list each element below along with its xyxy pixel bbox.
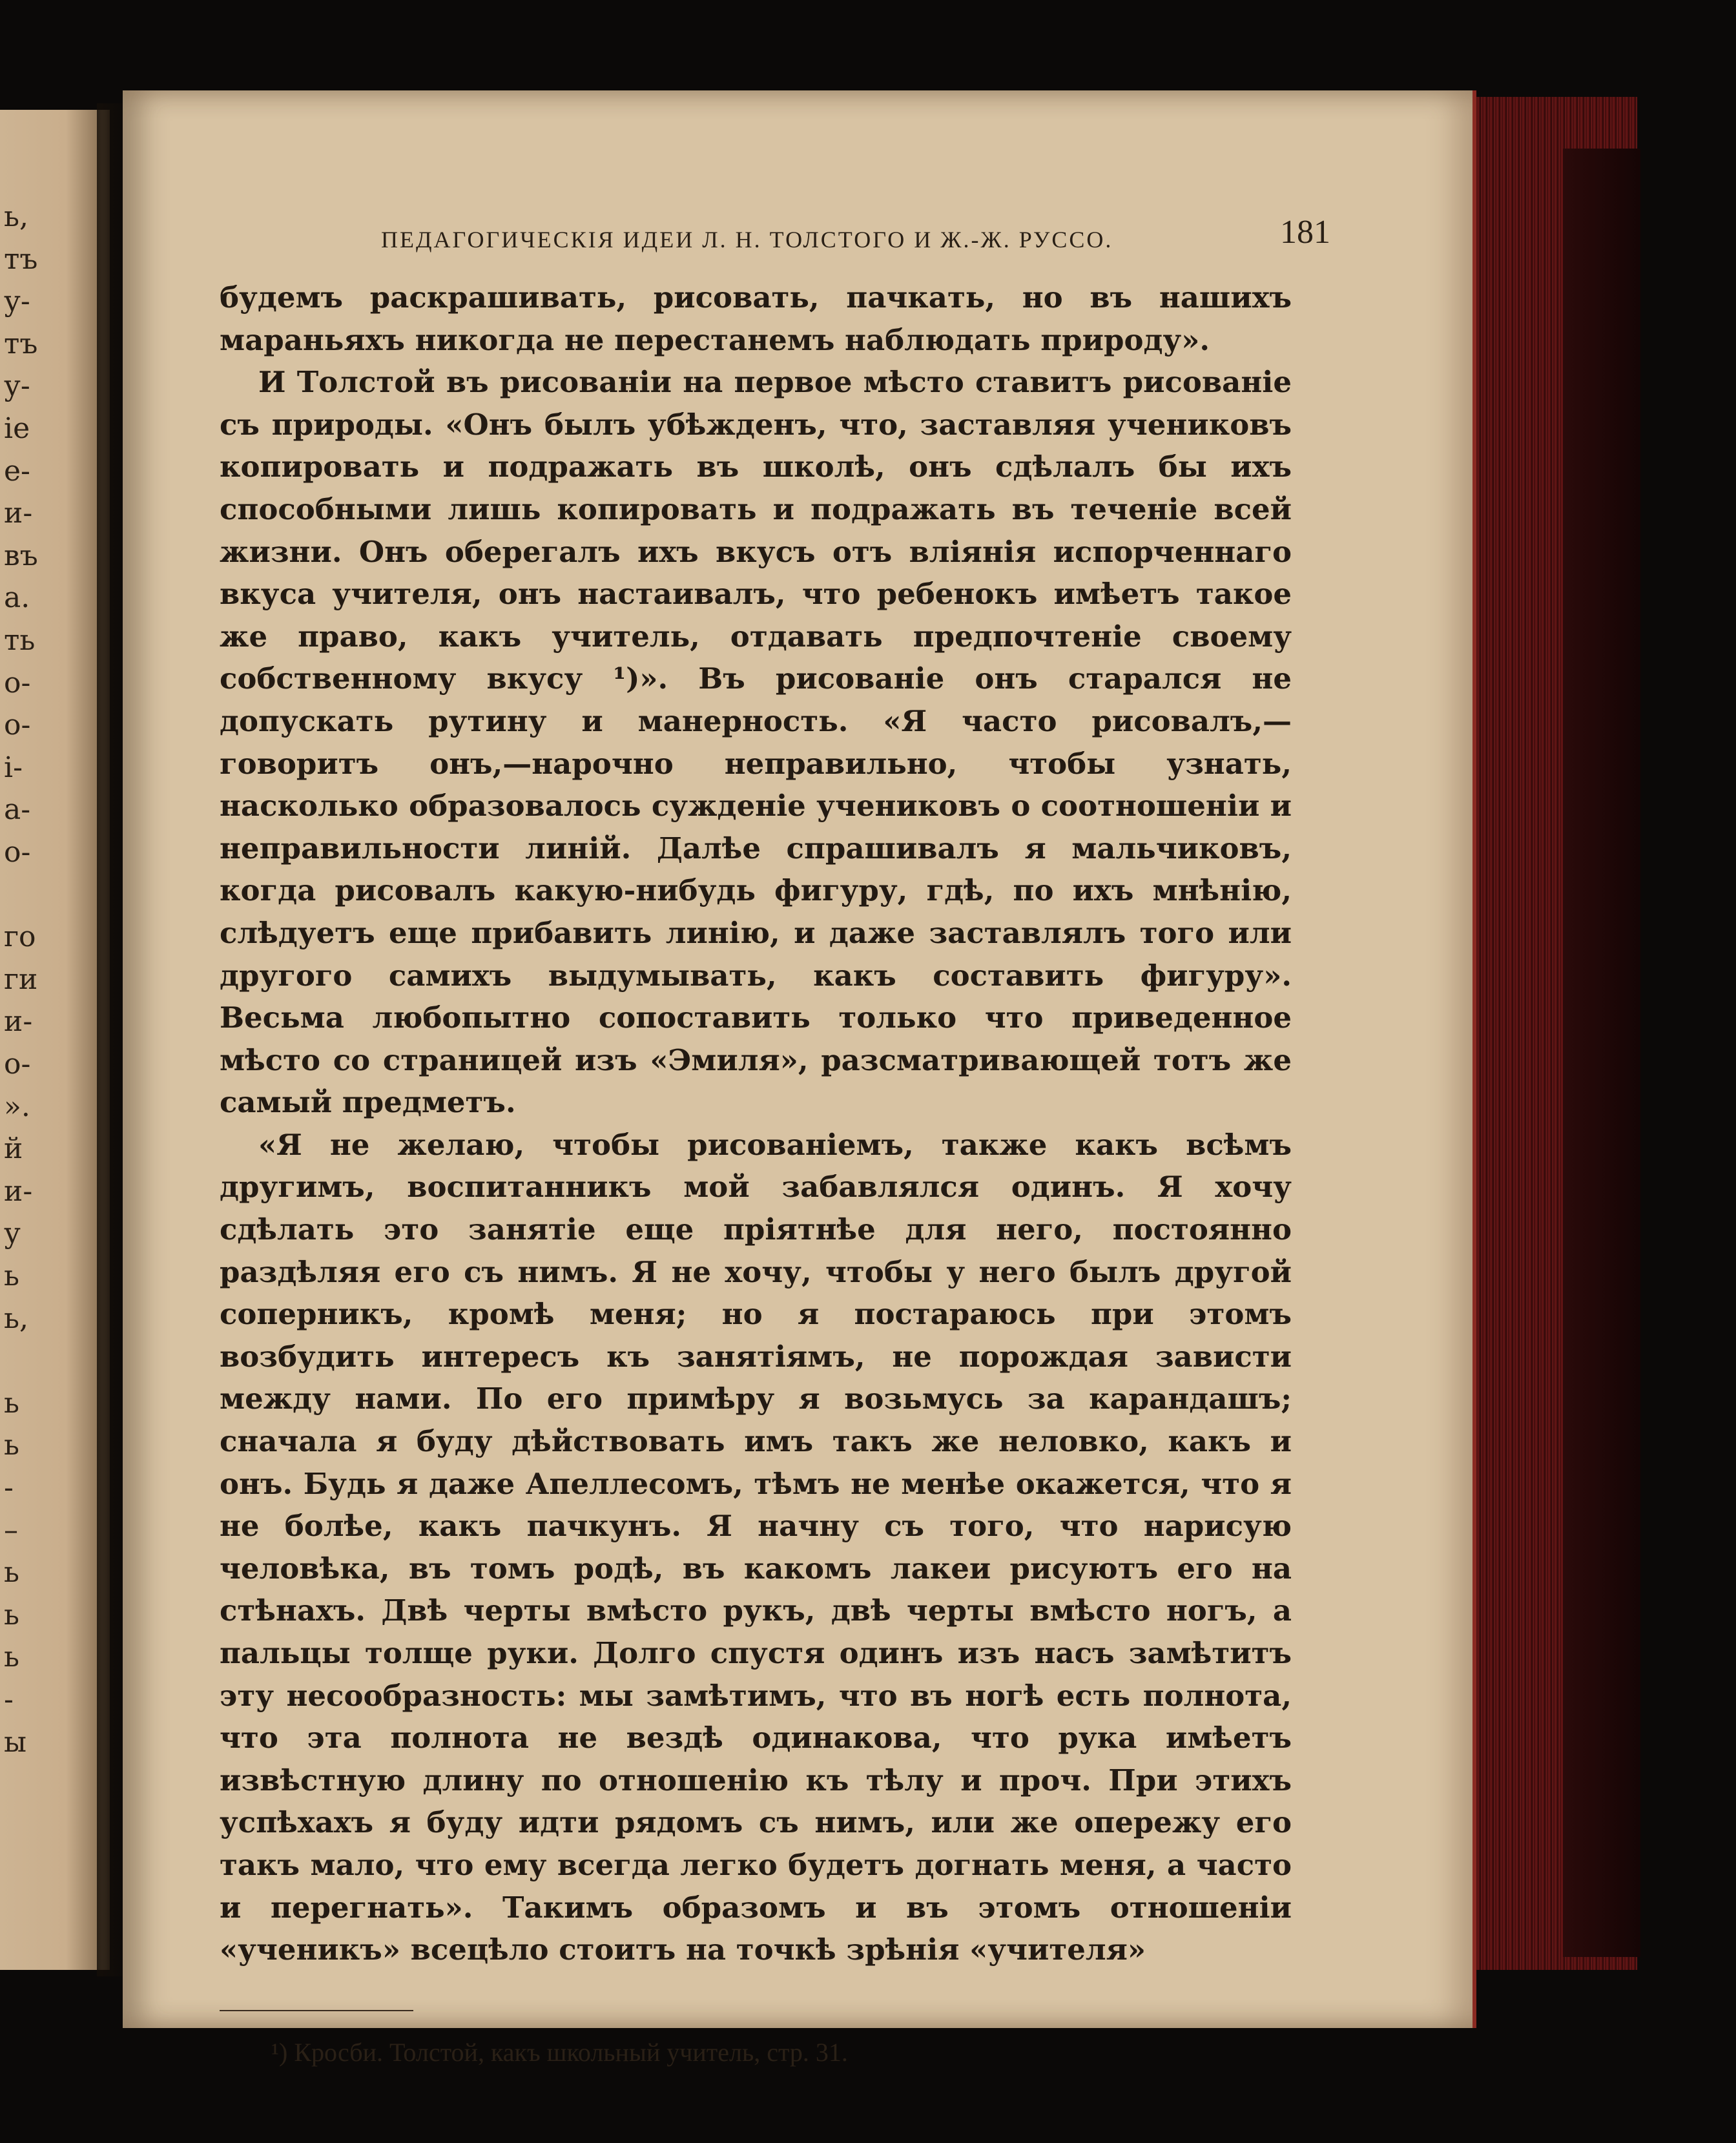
paragraph: «Я не желаю, чтобы рисованіемъ, также какъ всѣмъ другимъ, воспитанникъ мой забавлялся одинъ. Я хочу сдѣлать это занятіе еще пріятнѣе для него, постоянно раздѣляя его съ нимъ. Я не хочу, чтобы у него былъ другой соперникъ, кромѣ меня; но я постараюсь при этомъ возбудить интересъ къ занятіямъ, не порождая зависти между нами. По его примѣру я возьмусь за карандашъ; сначала я буду дѣйствовать имъ такъ же неловко, какъ и онъ. Будь я даже Апеллесомъ, тѣмъ не менѣе окажется, что я не болѣе, какъ пачкунъ. Я начну съ того, что нарисую человѣка, въ томъ родѣ, въ какомъ лакеи рисуютъ его на стѣнахъ. Двѣ черты вмѣсто рукъ, двѣ черты вмѣсто ногъ, а пальцы толще руки. Долго спустя одинъ изъ насъ замѣтитъ эту несообразность: мы замѣтимъ, что въ ногѣ есть полнота, что эта полнота не вездѣ одинакова, что рука имѣетъ извѣстную длину по отношенію къ тѣлу и проч. При этихъ успѣхахъ я буду идти рядомъ съ нимъ, или же опережу его такъ мало, что ему всегда легко будетъ догнать меня, а часто и перегнать». Такимъ образомъ и въ этомъ отношеніи «ученикъ» всецѣло стоитъ на точкѣ зрѣнія «учителя» bbox=[220, 1127, 1292, 1967]
left-page-line-fragment: тъ bbox=[4, 242, 38, 276]
paragraph: будемъ раскрашивать, рисовать, пачкать, но въ нашихъ мараньяхъ никогда не перестанемъ наблюдать природу». bbox=[220, 280, 1292, 357]
footnote-rule bbox=[220, 2010, 413, 2011]
left-page-line-fragment: о- bbox=[4, 709, 31, 742]
left-page-line-fragment: ь, bbox=[4, 1301, 28, 1335]
left-page-line-fragment: ь bbox=[4, 1641, 19, 1674]
left-page-edge-text bbox=[0, 110, 110, 1970]
body-text bbox=[220, 276, 1292, 1971]
left-page-line-fragment: ь bbox=[4, 1429, 19, 1462]
left-page-line-fragment: ь, bbox=[4, 200, 28, 233]
left-page-line-fragment: и- bbox=[4, 1005, 33, 1039]
left-page-line-fragment: ть bbox=[4, 624, 36, 657]
running-head bbox=[220, 213, 1330, 265]
left-page-line-fragment: ь bbox=[4, 1259, 19, 1292]
left-page-line-fragment: і- bbox=[4, 751, 23, 784]
left-page-line-fragment: - bbox=[4, 1683, 14, 1716]
left-page-line-fragment: въ bbox=[4, 539, 38, 572]
left-page-line-fragment: тъ bbox=[4, 327, 38, 360]
left-page-line-fragment: у bbox=[4, 1217, 21, 1250]
left-page-fragment bbox=[0, 110, 110, 1970]
left-page-line-fragment: е- bbox=[4, 454, 30, 488]
left-page-line-fragment: о- bbox=[4, 1048, 31, 1081]
left-page-line-fragment: о- bbox=[4, 836, 31, 869]
left-page-line-fragment: - bbox=[4, 1471, 14, 1504]
left-page-line-fragment: ». bbox=[4, 1090, 30, 1123]
left-page-line-fragment: ь bbox=[4, 1556, 19, 1589]
left-page-line-fragment: іе bbox=[4, 412, 30, 445]
footnote: ¹) Кросби. Толстой, какъ школьный учитель, стр. 31. bbox=[271, 2037, 848, 2067]
left-page-line-fragment: й bbox=[4, 1132, 23, 1166]
left-page-line-fragment: а- bbox=[4, 793, 31, 827]
page-number: 181 bbox=[1280, 214, 1330, 251]
left-page-line-fragment: ги bbox=[4, 962, 38, 996]
paragraph: И Толстой въ рисованіи на первое мѣсто ставитъ рисованіе съ природы. «Онъ былъ убѣжденъ, что, заставляя учениковъ копировать и подражать въ школѣ, онъ сдѣлалъ бы ихъ способными лишь копировать и подражать въ теченіе всей жизни. Онъ оберегалъ ихъ вкусъ отъ вліянія испорченнаго вкуса учителя, онъ настаивалъ, что ребенокъ имѣетъ такое же право, какъ учитель, отдавать предпочтеніе своему собственному вкусу ¹)». Въ рисованіе онъ старался не допускать рутину и манерность. «Я часто рисовалъ,—говоритъ онъ,—нарочно неправильно, чтобы узнать, насколько образовалось сужденіе учениковъ о соотношеніи и неправильности линій. Далѣе спрашивалъ я мальчиковъ, когда рисовалъ какую-нибудь фигуру, гдѣ, по ихъ мнѣнію, слѣдуетъ еще прибавить линію, и даже заставлялъ того или другого самихъ выдумывать, какъ составить фигуру». Весьма любопытно сопоставить только что приведенное мѣсто со страницей изъ «Эмиля», разсматривающей тотъ же самый предметъ. bbox=[220, 365, 1292, 1120]
left-page-line-fragment: и- bbox=[4, 1174, 33, 1208]
cover-board bbox=[1563, 149, 1640, 1957]
left-page-line-fragment: а. bbox=[4, 581, 30, 615]
right-page bbox=[123, 90, 1476, 2067]
left-page-line-fragment: и- bbox=[4, 497, 33, 530]
left-page-line-fragment: ь bbox=[4, 1598, 19, 1631]
left-page-line-fragment: у- bbox=[4, 285, 30, 318]
left-page-line-fragment: – bbox=[4, 1513, 18, 1547]
left-page-line-fragment: о- bbox=[4, 666, 31, 699]
running-title: ПЕДАГОГИЧЕСКІЯ ИДЕИ Л. Н. ТОЛСТОГО И Ж.-Ж. РУССО. bbox=[381, 227, 1113, 253]
page-content bbox=[220, 213, 1330, 2067]
left-page-line-fragment: у- bbox=[4, 369, 30, 403]
left-page-line-fragment: ы bbox=[4, 1725, 27, 1759]
left-page-line-fragment: ь bbox=[4, 1386, 19, 1420]
left-page-line-fragment: го bbox=[4, 920, 36, 954]
